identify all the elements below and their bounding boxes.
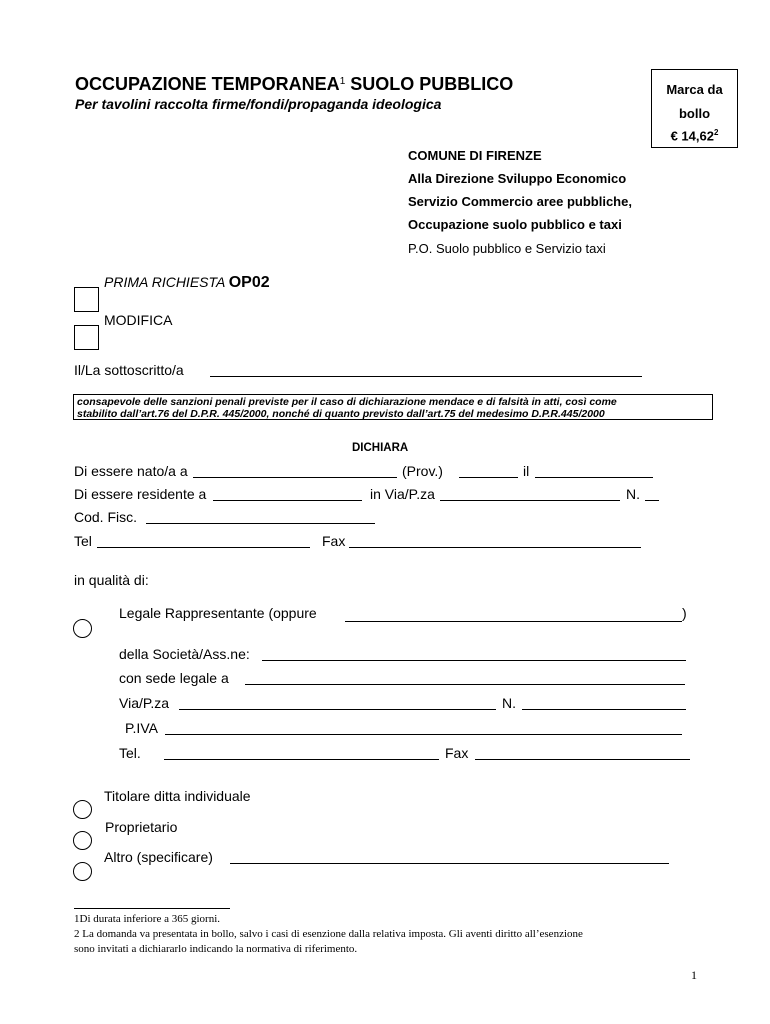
modifica-checkbox[interactable] (74, 325, 99, 350)
owner-label: Proprietario (105, 819, 178, 835)
capacity-heading: in qualità di: (74, 572, 149, 588)
form-title: OCCUPAZIONE TEMPORANEA$^1$ SUOLO PUBBLICO (75, 74, 514, 94)
warning-line-2: stabilito dall’art.76 del D.P.R. 445/2000, nonché di quanto previsto dall’art.75 del medesimo D.P.R.445/2000 (77, 408, 605, 420)
other-radio[interactable] (73, 862, 92, 881)
prima-richiesta-label: PRIMA RICHIESTA OP02 (104, 274, 270, 291)
legal-rep-alt-field[interactable] (345, 621, 682, 622)
company-fax-field[interactable] (475, 759, 690, 760)
legal-rep-label: Legale Rappresentante (oppure (119, 605, 317, 621)
fax-label: Fax (322, 533, 346, 549)
tax-code-field[interactable] (146, 523, 375, 524)
residence-label: Di essere residente a (74, 486, 207, 502)
footnote-separator (74, 908, 230, 909)
legal-rep-radio[interactable] (73, 619, 92, 638)
footnote-2-line-2: sono invitati a dichiararlo indicando la normativa di riferimento. (74, 943, 358, 955)
modifica-label: MODIFICA (104, 312, 173, 328)
tax-code-label: Cod. Fisc. (74, 509, 138, 525)
company-street-field[interactable] (179, 709, 496, 710)
signer-name-field[interactable] (210, 376, 642, 377)
recipient-line-2: Alla Direzione Sviluppo Economico (408, 171, 627, 186)
revenue-stamp-box (651, 69, 738, 148)
recipient-line-1: COMUNE DI FIRENZE (408, 148, 542, 163)
birthplace-field[interactable] (193, 477, 397, 478)
declaration-heading: DICHIARA (352, 442, 409, 454)
phone-label: Tel (74, 533, 92, 549)
form-subtitle: Per tavolini raccolta firme/fondi/propaganda ideologica (75, 96, 442, 112)
residence-field[interactable] (213, 500, 362, 501)
residence-street-field[interactable] (440, 500, 620, 501)
other-field[interactable] (230, 863, 669, 864)
company-label: della Società/Ass.ne: (119, 646, 250, 662)
recipient-line-4: Occupazione suolo pubblico e taxi (408, 217, 622, 232)
company-street-label: Via/P.za (119, 695, 170, 711)
company-phone-label: Tel. (119, 745, 141, 761)
registered-seat-label: con sede legale a (119, 670, 229, 686)
birthdate-field[interactable] (535, 477, 653, 478)
stamp-line-3: € 14,62$^2$ (670, 128, 719, 144)
residence-street-label: in Via/P.za (370, 486, 435, 502)
company-number-field[interactable] (522, 709, 686, 710)
residence-number-field[interactable] (645, 500, 659, 501)
prov-field[interactable] (459, 477, 518, 478)
sole-proprietor-label: Titolare ditta individuale (104, 788, 251, 804)
company-field[interactable] (262, 660, 686, 661)
sole-proprietor-radio[interactable] (73, 800, 92, 819)
birthplace-label: Di essere nato/a a (74, 463, 188, 479)
registered-seat-field[interactable] (245, 684, 685, 685)
recipient-line-5: P.O. Suolo pubblico e Servizio taxi (408, 241, 606, 256)
page-number: 1 (691, 968, 697, 982)
close-paren: ) (682, 605, 687, 621)
signer-label: Il/La sottoscritto/a (74, 362, 184, 378)
company-number-label: N. (502, 695, 516, 711)
fax-field[interactable] (349, 547, 641, 548)
vat-label: P.IVA (125, 720, 158, 736)
stamp-line-1: Marca da (666, 82, 723, 97)
warning-line-1: consapevole delle sanzioni penali previste per il caso di dichiarazione mendace e di falsità in atti, così come (77, 396, 617, 408)
footnote-1: 1Di durata inferiore a 365 giorni. (74, 913, 221, 925)
other-label: Altro (specificare) (104, 849, 213, 865)
residence-number-label: N. (626, 486, 640, 502)
legal-warning-box (73, 394, 713, 420)
phone-field[interactable] (97, 547, 310, 548)
stamp-line-2: bollo (678, 106, 711, 121)
company-fax-label: Fax (445, 745, 469, 761)
birthdate-label: il (523, 463, 530, 479)
company-phone-field[interactable] (164, 759, 439, 760)
prov-label: (Prov.) (402, 463, 443, 479)
recipient-line-3: Servizio Commercio aree pubbliche, (408, 194, 632, 209)
footnote-2-line-1: 2 La domanda va presentata in bollo, salvo i casi di esenzione dalla relativa imposta. Gli aventi diritto all’esenzione (74, 928, 583, 940)
owner-radio[interactable] (73, 831, 92, 850)
vat-field[interactable] (165, 734, 682, 735)
prima-richiesta-checkbox[interactable] (74, 287, 99, 312)
